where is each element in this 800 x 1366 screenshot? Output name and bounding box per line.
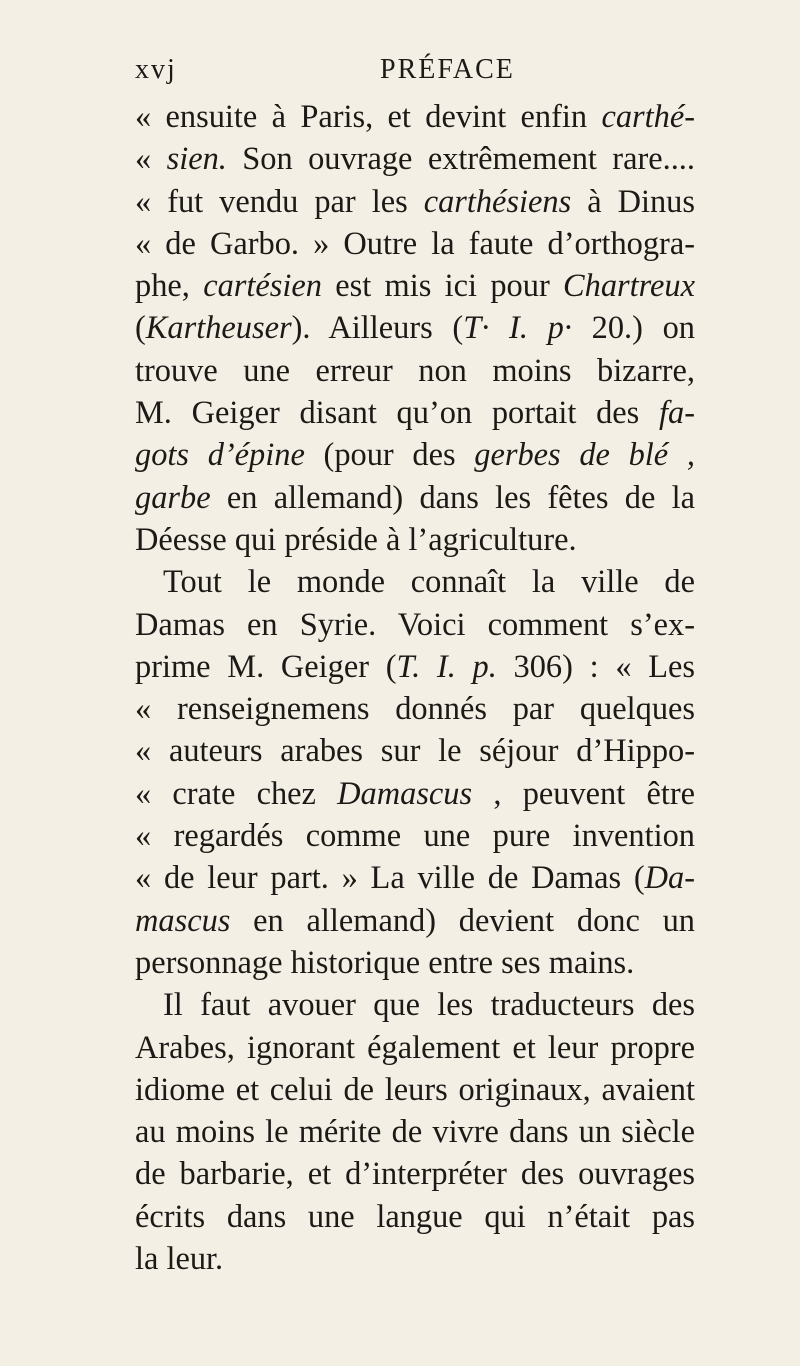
page-number: xvj [135, 54, 177, 85]
text-run: Damas en Syrie. Voici comment s’ex- [135, 606, 695, 643]
italic-text: carthésiens [423, 183, 572, 220]
italic-text: Damascus [337, 775, 473, 812]
text-run: à Dinus [571, 183, 695, 220]
text-run: M. Geiger disant qu’on portait des [135, 395, 660, 432]
text-run: en allemand) devient donc un [230, 902, 695, 939]
text-run: de barbarie, et d’interpréter des ouvrages [135, 1156, 695, 1193]
text-line [135, 1027, 695, 1069]
text-run: Tout le monde connaît la ville de [163, 564, 695, 601]
text-line [135, 307, 695, 349]
text-line [135, 477, 695, 519]
text-line [135, 984, 695, 1026]
text-line [135, 1238, 695, 1280]
italic-text: T· I. p· [463, 310, 572, 347]
text-run: en allemand) dans les fêtes de la [210, 479, 695, 516]
text-run: « fut vendu par les [135, 183, 424, 220]
italic-text: sien. [166, 141, 227, 178]
text-line [135, 1196, 695, 1238]
text-line [135, 138, 695, 180]
text-run: « ensuite à Paris, et devint enfin [135, 99, 602, 135]
text-run: 306) : « Les [496, 648, 695, 685]
text-line [135, 392, 695, 434]
text-line [135, 688, 695, 730]
text-run: 20.) on [571, 310, 695, 347]
text-run: au moins le mérite de vivre dans un siècle [135, 1114, 695, 1151]
text-run: « auteurs arabes sur le séjour d’Hippo- [135, 733, 695, 770]
text-line [135, 519, 695, 561]
italic-text: Chartreux [563, 268, 695, 305]
body-text [135, 96, 695, 1280]
text-line [135, 181, 695, 223]
text-line [135, 434, 695, 476]
text-line [135, 815, 695, 857]
text-line [135, 646, 695, 688]
running-header [135, 54, 695, 94]
text-run: Son ouvrage extrêmement rare.... [226, 141, 696, 178]
text-run: trouve une erreur non moins bizarre, [135, 352, 695, 389]
text-line [135, 900, 695, 942]
text-run: écrits dans une langue qui n’était pas [135, 1198, 695, 1235]
text-run: idiome et celui de leurs originaux, avaient [135, 1071, 695, 1108]
text-line [135, 561, 695, 603]
text-line [135, 942, 695, 984]
text-run: personnage historique entre ses mains. [135, 944, 635, 981]
text-run: la leur. [135, 1241, 224, 1278]
text-run: , peuvent être [472, 775, 696, 812]
text-run: phe, [135, 268, 204, 305]
text-run: (pour des [304, 437, 475, 474]
text-line [135, 265, 695, 307]
text-run: « de Garbo. » Outre la faute d’orthogra- [135, 225, 695, 262]
text-line [135, 350, 695, 392]
running-title: PRÉFACE [380, 54, 515, 85]
text-run: « de leur part. » La ville de Damas ( [135, 860, 645, 897]
text-line [135, 96, 695, 138]
italic-text: T. I. p. [396, 648, 497, 685]
text-run: « [135, 141, 167, 178]
italic-text: carthé- [601, 99, 695, 135]
text-run: est mis ici pour [321, 268, 564, 305]
text-line [135, 1111, 695, 1153]
text-run: « crate chez [135, 775, 338, 812]
text-run: « renseignemens donnés par quelques [135, 691, 695, 728]
text-line [135, 730, 695, 772]
text-line [135, 604, 695, 646]
italic-text: gerbes de blé , [474, 437, 695, 474]
italic-text: mascus [135, 902, 231, 939]
text-run: prime M. Geiger ( [135, 648, 397, 685]
text-run: ). Ailleurs ( [291, 310, 464, 347]
text-run: « regardés comme une pure invention [135, 818, 695, 855]
text-line [135, 857, 695, 899]
text-run: Déesse qui préside à l’agriculture. [135, 521, 577, 558]
text-line [135, 773, 695, 815]
italic-text: Da- [644, 860, 695, 897]
italic-text: gots d’épine [135, 437, 305, 474]
text-run: Il faut avouer que les traducteurs des [163, 987, 695, 1024]
italic-text: garbe [135, 479, 211, 516]
text-line [135, 1153, 695, 1195]
text-run: ( [135, 310, 146, 347]
italic-text: cartésien [203, 268, 322, 305]
text-line [135, 1069, 695, 1111]
italic-text: fa- [659, 395, 695, 432]
italic-text: Kartheuser [145, 310, 292, 347]
text-run: Arabes, ignorant également et leur propre [135, 1029, 695, 1066]
text-line [135, 223, 695, 265]
